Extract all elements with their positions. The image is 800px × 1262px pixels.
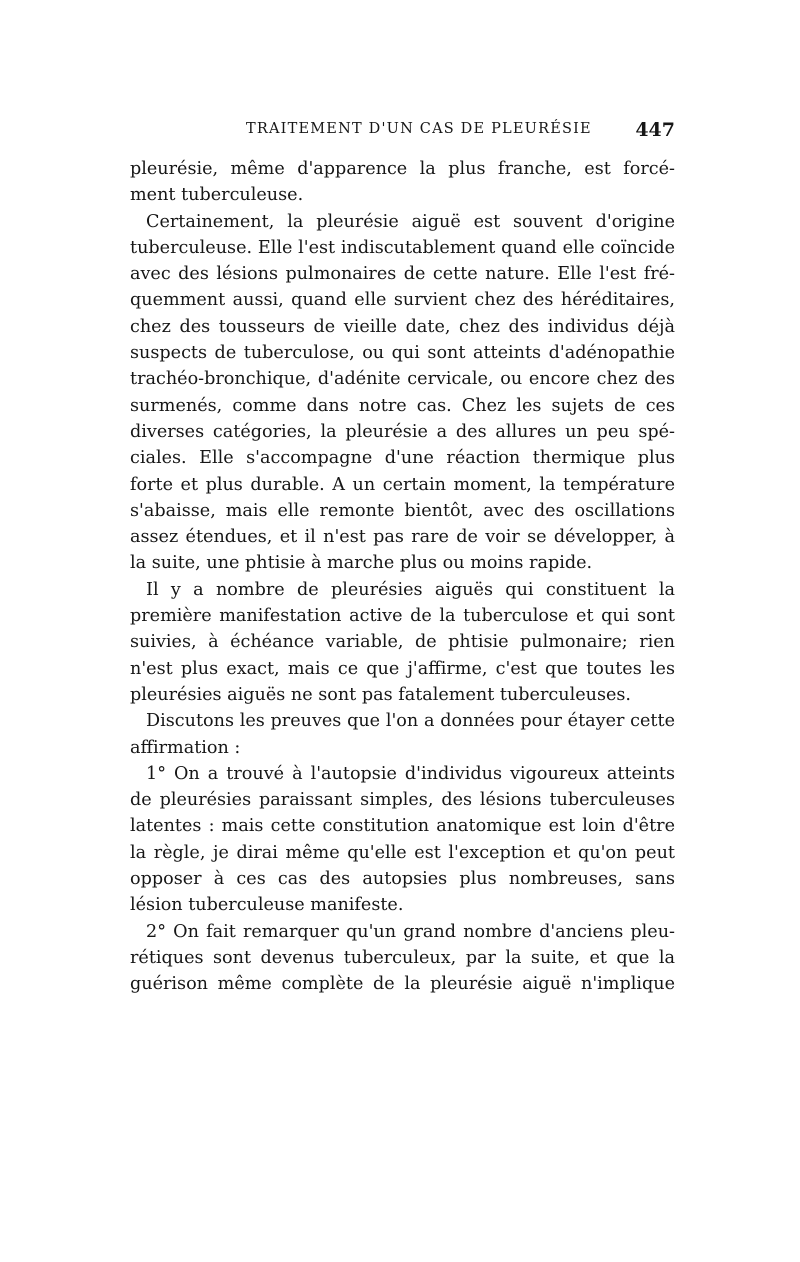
text-line: lésion tuberculeuse manifeste. [130, 895, 404, 916]
text-line: suivies, à échéance variable, de phtisie pulmonaire; rien [130, 632, 675, 653]
text-line: diverses catégories, la pleurésie a des allures un peu spé- [130, 421, 675, 442]
text-line: forte et plus durable. A un certain moment, la température [130, 474, 675, 495]
page-number: 447 [635, 119, 675, 141]
text-line: Certainement, la pleurésie aiguë est souvent d'origine [146, 211, 675, 232]
running-title: TRAITEMENT D'UN CAS DE PLEURÉSIE [246, 121, 592, 137]
text-line: pleurésie, même d'apparence la plus franche, est forcé- [130, 159, 675, 179]
text-line: rétiques sont devenus tuberculeux, par la suite, et que la [130, 947, 675, 968]
running-head [130, 119, 675, 145]
text-line: s'abaisse, mais elle remonte bientôt, avec des oscillations [130, 500, 675, 521]
text-line: opposer à ces cas des autopsies plus nombreuses, sans [130, 869, 675, 890]
text-line: surmenés, comme dans notre cas. Chez les sujets de ces [130, 395, 675, 416]
text-line: de pleurésies paraissant simples, des lésions tuberculeuses [130, 790, 675, 811]
body-text [130, 156, 675, 998]
text-line: latentes : mais cette constitution anatomique est loin d'être [130, 816, 675, 837]
text-line: n'est plus exact, mais ce que j'affirme, c'est que toutes les [130, 658, 675, 679]
text-line: guérison même complète de la pleurésie aiguë n'implique [130, 974, 675, 995]
text-line: ment tuberculeuse. [130, 185, 304, 206]
text-line: suspects de tuberculose, ou qui sont atteints d'adénopathie [130, 343, 675, 364]
text-line: première manifestation active de la tuberculose et qui sont [130, 606, 675, 627]
text-line: chez des tousseurs de vieille date, chez des individus déjà [130, 316, 675, 337]
text-line: pleurésies aiguës ne sont pas fatalement tuberculeuses. [130, 684, 632, 705]
text-line: Il y a nombre de pleurésies aiguës qui constituent la [146, 579, 675, 600]
text-line: tuberculeuse. Elle l'est indiscutablement quand elle coïncide [130, 237, 675, 258]
text-line: 1° On a trouvé à l'autopsie d'individus vigoureux atteints [146, 763, 675, 784]
text-line: Discutons les preuves que l'on a données pour étayer cette [146, 711, 675, 732]
text-line: la règle, je dirai même qu'elle est l'exception et qu'on peut [130, 842, 675, 863]
text-line: affirmation : [130, 737, 241, 758]
text-line: 2° On fait remarquer qu'un grand nombre d'anciens pleu- [146, 921, 675, 942]
text-line: la suite, une phtisie à marche plus ou moins rapide. [130, 553, 593, 574]
text-line: ciales. Elle s'accompagne d'une réaction thermique plus [130, 448, 675, 469]
text-line: assez étendues, et il n'est pas rare de voir se développer, à [130, 527, 675, 548]
text-line: avec des lésions pulmonaires de cette nature. Elle l'est fré- [130, 264, 675, 285]
text-line: trachéo-bronchique, d'adénite cervicale, ou encore chez des [130, 369, 675, 390]
text-line: quemment aussi, quand elle survient chez des héréditaires, [130, 290, 675, 311]
